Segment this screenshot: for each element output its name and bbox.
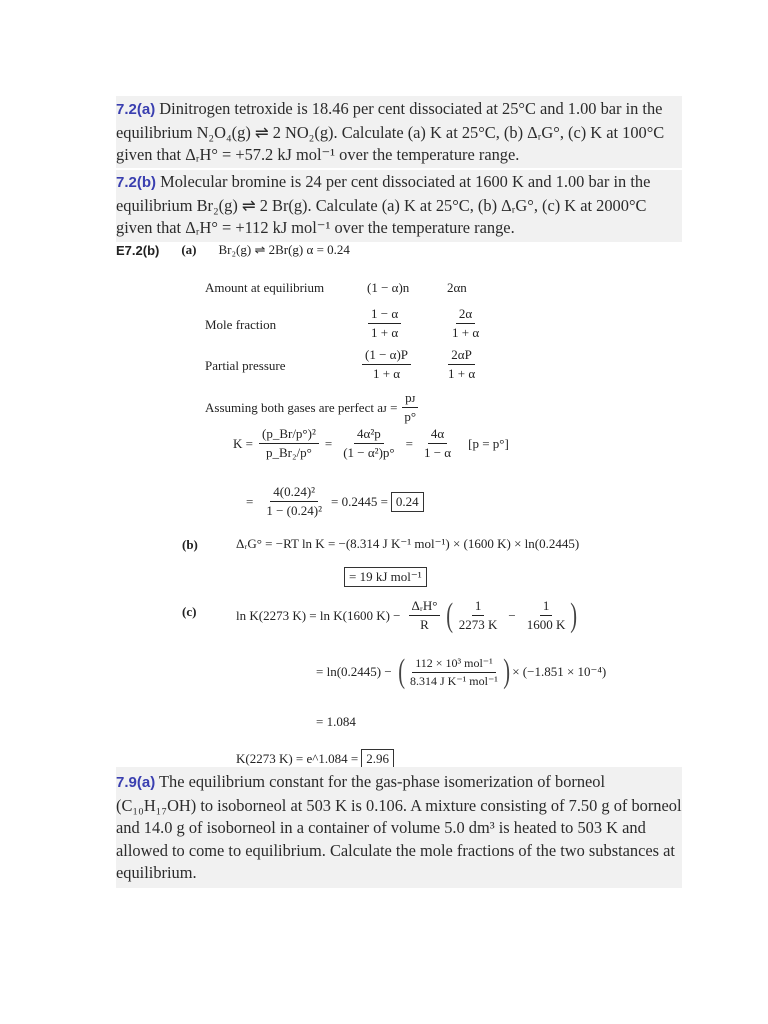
ln-k-calculation: = ln(0.2445) − ( $\frac{\text{112 × 10³ mol⁻¹}}{\text{8.314 J K⁻¹ mol⁻¹}}$ ) × (−1.851 × 10⁻⁴) [316,653,607,690]
part-b-label: (b) [182,537,198,552]
problem-label: 7.2(b) [116,174,157,191]
row2-c2: $\frac{2\alpha}{1 + \alpha}$ [452,306,480,340]
final-k-line: K(2273 K) = e^1.084 = 2.96 [236,749,394,769]
problem-label: 7.9(a) [116,774,156,791]
part-c-label: (c) [182,604,197,619]
row1-label: Amount at equilibrium [205,280,325,295]
row2-label: Mole fraction [205,317,277,332]
k-expression: K = $\frac{\text{(p\_Br/p°)²}}{\text{p\_Br₂/p°}}$ = $\frac{\text{4α²p}}{\text{(1 − α²)p°}}$ = $\frac{4\alpha}{1 - \alpha}$ [p = p°] [233,426,509,460]
problem-7-2a [116,96,682,168]
problem-label: 7.2(a) [116,101,156,118]
row3-label: Partial pressure [205,358,286,373]
final-answer-box: 2.96 [361,749,394,769]
part-a-label: (a) [181,242,197,257]
row1-c2: 2αn [447,280,467,295]
delta-g-answer-box: = 19 kJ mol⁻¹ [344,567,427,587]
problem-text: The equilibrium constant for the gas-phase isomerization of borneol (C₁₀H₁₇OH) to isoborneol at 503 K is 0.106. A mixture consisting of 7.50 g of borneol and 14.0 g of isoborneol in a container of volume 5.0 dm³ is heated to 503 K and allowed to come to equilibrium. Calculate the mole fractions of the two substances at equilibrium. [116,772,682,883]
row1-c1: (1 − α)n [367,280,410,295]
assumption-line: Assuming both gases are perfect aᴊ = $\frac{\text{pᴊ}}{p^\circ}$ [205,390,419,425]
row2-c1: $\frac{1 - \alpha}{1 + \alpha}$ [368,306,401,341]
problem-7-2b [116,170,682,242]
ln-k-expression: ln K(2273 K) = ln K(1600 K) − $\frac{\text{ΔᵣH°}}{R}$ ( $\frac{1}{2273 K}$ − $\frac{1}{1600 K}$ ) [236,596,578,634]
delta-g-line: ΔᵣG° = −RT ln K = −(8.314 J K⁻¹ mol⁻¹) × (1600 K) × ln(0.2445) [236,536,580,551]
problem-7-9a [116,767,682,888]
solution-label: E7.2(b) [116,242,160,258]
problem-text: Dinitrogen tetroxide is 18.46 per cent dissociated at 25°C and 1.00 bar in the equilibrium N₂O₄(g) ⇌ 2 NO₂(g). Calculate (a) K at 25°C, (b) ΔᵣG°, (c) K at 100°C given that ΔᵣH° = +57.2 kJ mol⁻¹ over the temperature range. [116,99,665,165]
problem-text: Molecular bromine is 24 per cent dissociated at 1600 K and 1.00 bar in the equilibrium Br₂(g) ⇌ 2 Br(g). Calculate (a) K at 25°C, (b) ΔᵣG°, (c) K at 2000°C given that ΔᵣH° = +112 kJ mol⁻¹ over the temperature range. [116,172,651,238]
k-answer-box: 0.24 [391,492,424,512]
ln-k-result: = 1.084 [316,714,356,729]
solution-e7-2b [116,240,676,766]
row3-c1: $\frac{(1 - \alpha)P}{1 + \alpha}$ [362,347,411,382]
row3-c2: $\frac{2\alpha P}{1 + \alpha}$ [448,347,476,381]
k-numeric: = $\frac{\text{4(0.24)²}}{\text{1 − (0.24)²}}$ = 0.2445 = 0.24 [246,484,424,519]
reaction-line: Br₂(g) ⇌ 2Br(g) α = 0.24 [218,242,350,257]
